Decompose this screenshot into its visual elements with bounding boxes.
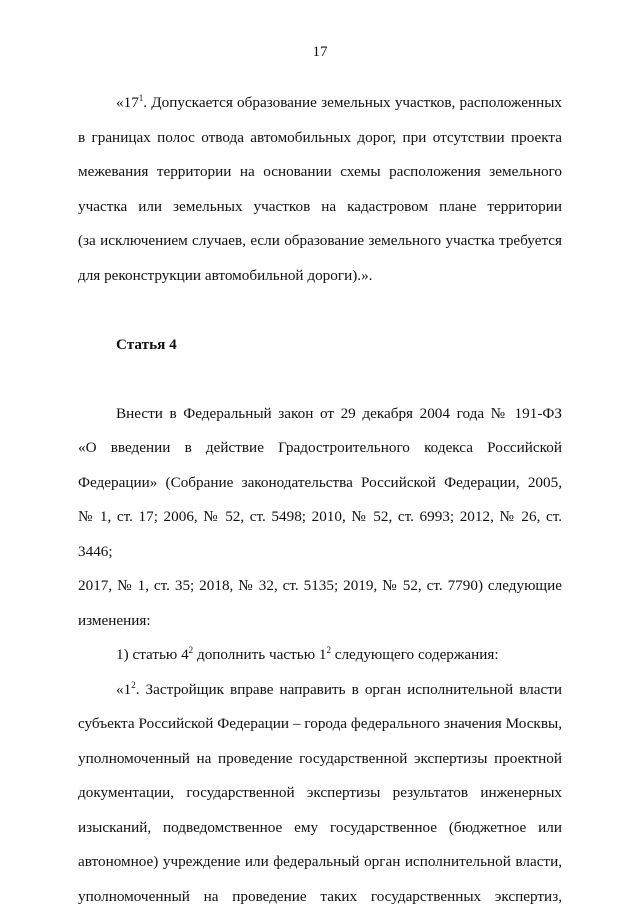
article-heading: Статья 4 [78, 328, 562, 363]
spacer [78, 362, 562, 397]
page-number: 17 [0, 44, 640, 61]
paragraph-line: «О введении в действие Градостроительного кодекса Российской [78, 431, 562, 466]
paragraph-line: изменения: [78, 604, 562, 639]
paragraph-line: 2017, № 1, ст. 35; 2018, № 32, ст. 5135; 2019, № 52, ст. 7790) следующие [78, 569, 562, 604]
paragraph-line: «$17^1$. Допускается образование земельных участков, расположенных [78, 86, 562, 121]
paragraph-line: в границах полос отвода автомобильных дорог, при отсутствии проекта [78, 121, 562, 156]
paragraph-line: изысканий, подведомственное ему государственное (бюджетное или [78, 811, 562, 846]
paragraph-line: 1) статью $4^2$ дополнить частью $1^2$ следующего содержания: [78, 638, 562, 673]
superscript: 2 [131, 679, 136, 689]
paragraph-article-4-intro [78, 397, 562, 639]
superscript: 2 [326, 645, 331, 655]
paragraph-item-1 [78, 638, 562, 673]
paragraph-line: уполномоченный на проведение государственной экспертизы проектной [78, 742, 562, 777]
superscript: 1 [139, 93, 144, 103]
paragraph-part-1-2 [78, 673, 562, 914]
paragraph-line: субъекта Российской Федерации – города федерального значения Москвы, [78, 707, 562, 742]
paragraph-17-1 [78, 86, 562, 293]
superscript: 2 [189, 645, 194, 655]
paragraph-line: для реконструкции автомобильной дороги).». [78, 259, 562, 294]
paragraph-line: участка или земельных участков на кадастровом плане территории [78, 190, 562, 225]
document-body [78, 86, 562, 914]
paragraph-line: уполномоченный на проведение таких государственных экспертиз, [78, 880, 562, 914]
paragraph-line: документации, государственной экспертизы результатов инженерных [78, 776, 562, 811]
paragraph-line: Федерации» (Собрание законодательства Российской Федерации, 2005, [78, 466, 562, 501]
paragraph-line: автономное) учреждение или федеральный орган исполнительной власти, [78, 845, 562, 880]
paragraph-line: межевания территории на основании схемы расположения земельного [78, 155, 562, 190]
paragraph-line: № 1, ст. 17; 2006, № 52, ст. 5498; 2010, № 52, ст. 6993; 2012, № 26, ст. 3446; [78, 500, 562, 569]
paragraph-line: Внести в Федеральный закон от 29 декабря 2004 года № 191-ФЗ [78, 397, 562, 432]
paragraph-line: «$1^2$. Застройщик вправе направить в орган исполнительной власти [78, 673, 562, 708]
paragraph-line: (за исключением случаев, если образование земельного участка требуется [78, 224, 562, 259]
spacer [78, 293, 562, 328]
